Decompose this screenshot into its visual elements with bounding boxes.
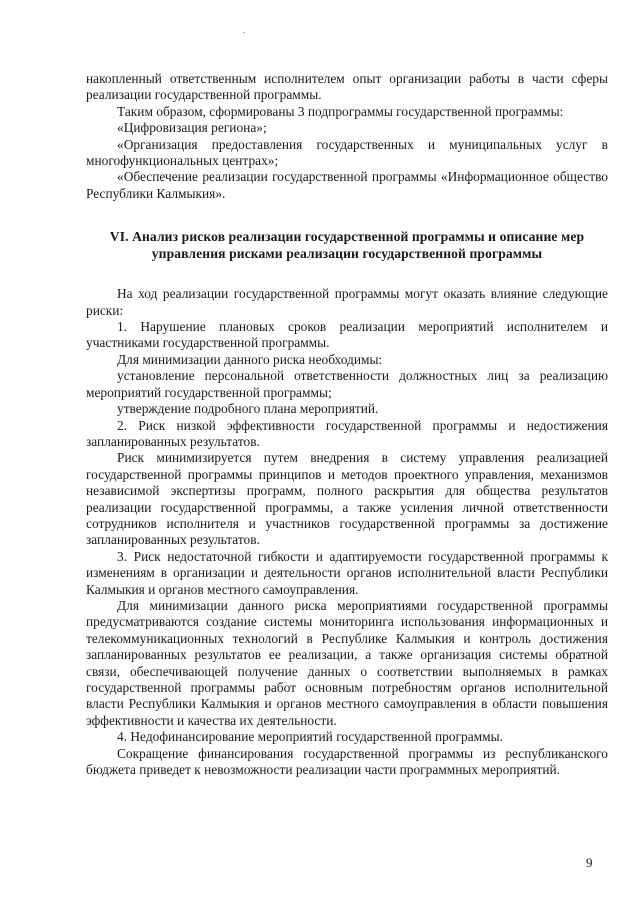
- paragraph: 2. Риск низкой эффективности государственной программы и недостижения запланированных результатов.: [86, 417, 608, 449]
- paragraph: Для минимизации данного риска мероприятиями государственной программы предусматриваются создание системы мониторинга использования информационных и телекоммуникационных технологий в Республике Калмыкия и контроль достижения запланированных результатов ее реализации, а также организация системы обратной связи, обеспечивающей получение данных о соответствии выполняемых в рамках государственной программы работ основным потребностям органов исполнительной власти Республики Калмыкия и органов местного самоуправления в области повышения эффективности и качества их деятельности.: [86, 597, 608, 728]
- section-heading-line: VI. Анализ рисков реализации государственной программы и описание мер: [109, 229, 585, 245]
- paragraph: установление персональной ответственности должностных лиц за реализацию мероприятий государственной программы;: [86, 368, 608, 400]
- paragraph: Для минимизации данного риска необходимы:: [117, 351, 383, 367]
- paragraph: накопленный ответственным исполнителем опыт организации работы в части сферы реализации государственной программы.: [86, 71, 608, 103]
- paragraph: На ход реализации государственной программы могут оказать влияние следующие риски:: [86, 286, 608, 318]
- paragraph: утверждение подробного плана мероприятий.: [117, 401, 379, 417]
- paragraph: Таким образом, сформированы 3 подпрограммы государственной программы:: [117, 103, 564, 119]
- scan-artifact: [243, 32, 245, 33]
- paragraph: Риск минимизируется путем внедрения в систему управления реализацией государственной программы принципов и методов проектного управления, механизмов независимой экспертизы программ, полного раскрытия для общества результатов реализации государственной программы, а также усиления личной ответственности сотрудников исполнителя и участников государственной программы за достижение запланированных результатов.: [86, 450, 608, 548]
- paragraph: 3. Риск недостаточной гибкости и адаптируемости государственной программы к изменениям в организации и деятельности органов исполнительной власти Республики Калмыкия и органов местного самоуправления.: [86, 548, 608, 597]
- paragraph: «Обеспечение реализации государственной программы «Информационное общество Республики Калмыкия».: [86, 169, 608, 201]
- paragraph: «Организация предоставления государственных и муниципальных услуг в многофункциональных центрах»;: [86, 136, 608, 169]
- page-content: [86, 71, 608, 778]
- page-number: 9: [586, 855, 593, 870]
- paragraph: «Цифровизация региона»;: [117, 120, 267, 136]
- paragraph: 4. Недофинансирование мероприятий государственной программы.: [117, 729, 503, 745]
- paragraph: 1. Нарушение плановых сроков реализации мероприятий исполнителем и участниками государственной программы.: [86, 319, 608, 351]
- section-heading: [86, 228, 608, 262]
- paragraph: Сокращение финансирования государственной программы из республиканского бюджета приведет к невозможности реализации части программных мероприятий.: [86, 745, 608, 778]
- section-heading-line: управления рисками реализации государственной программы: [151, 246, 543, 262]
